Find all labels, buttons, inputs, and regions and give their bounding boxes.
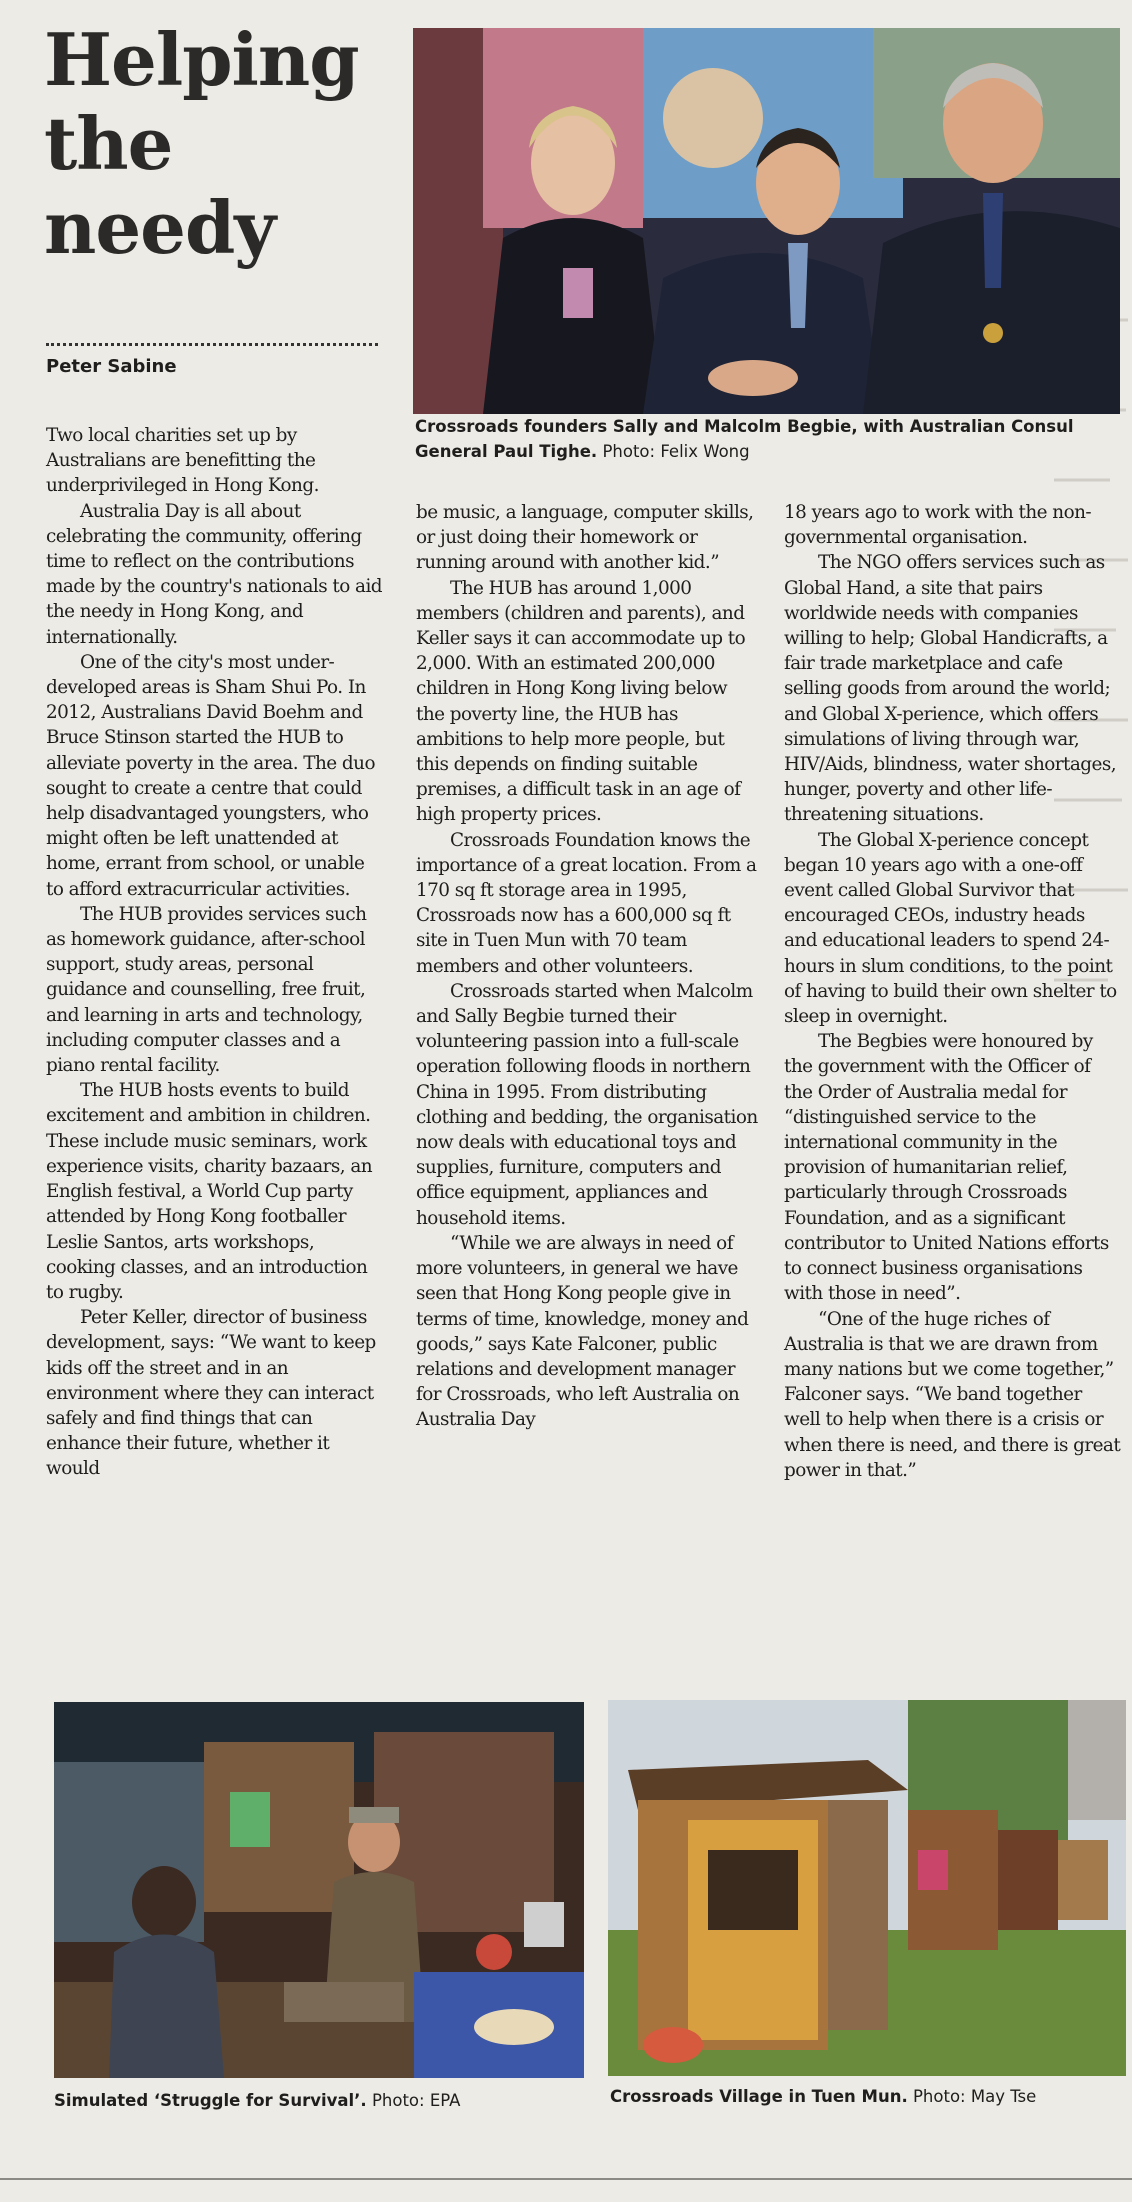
bottom-left-caption-text: Simulated ‘Struggle for Survival’. [54,2091,367,2110]
column-1 [46,423,382,1482]
headline [44,18,404,270]
top-photo-caption-text: Crossroads founders Sally and Malcolm Begbie, with Australian Consul General Paul Tighe. [415,417,1074,461]
paragraph: The Global X-perience concept began 10 years ago with a one-off event called Global Survivor that encouraged CEOs, industry heads and educational leaders to spend 24-hours in slum conditions, to the point of having to build their own shelter to sleep in overnight. [784,829,1117,1028]
bottom-left-photo-credit: Photo: EPA [371,2091,461,2110]
byline: Peter Sabine [46,356,177,377]
paragraph: 18 years ago to work with the non-governmental organisation. [784,502,1092,549]
paragraph: “While we are always in need of more volunteers, in general we have seen that Hong Kong people give in terms of time, knowledge, money and goods,” says Kate Falconer, public relations and development manager for Crossroads, who left Australia on Australia Day [416,1232,749,1431]
bottom-right-caption-text: Crossroads Village in Tuen Mun. [610,2087,908,2106]
column-2 [416,500,760,1433]
bottom-right-caption [610,2084,1125,2109]
paragraph: be music, a language, computer skills, or just doing their homework or running around with another kid.” [416,502,754,574]
paragraph: One of the city's most under-developed areas is Sham Shui Po. In 2012, Australians David Boehm and Bruce Stinson started the HUB to alleviate poverty in the area. The duo sought to create a centre that could help disadvantaged youngsters, who might often be left unattended at home, errant from school, or unable to afford extracurricular activities. [46,651,375,900]
paragraph: Australia Day is all about celebrating the community, offering time to reflect on the contributions made by the country's nationals to aid the needy in Hong Kong, and internationally. [46,500,383,648]
bottom-left-caption [54,2088,594,2113]
top-photo-credit: Photo: Felix Wong [602,442,750,461]
paragraph: The NGO offers services such as Global Hand, a site that pairs worldwide needs with companies willing to help; Global Handicrafts, a fair trade marketplace and cafe selling goods from around the world; and Global X-perience, which offers simulations of living through war, HIV/Aids, blindness, water shortages, hunger, poverty and other life-threatening situations. [784,552,1116,826]
headline-line-3: needy [44,185,276,270]
page-bottom-edge [0,2178,1132,2180]
bottom-right-photo-crossroads-village [608,1700,1126,2076]
paragraph: The HUB provides services such as homework guidance, after-school support, study areas, personal guidance and counselling, free fruit, and learning in arts and technology, including computer classes and a piano rental facility. [46,903,367,1077]
headline-line-2: the [44,101,173,186]
top-photo-founders [413,28,1120,414]
column-3 [784,500,1122,1483]
bottom-left-photo-struggle-for-survival [54,1702,584,2078]
paragraph: Peter Keller, director of business development, says: “We want to keep kids off the street and in an environment where they can interact safely and find things that can enhance their future, whether it would [46,1307,376,1480]
paragraph: The Begbies were honoured by the government with the Officer of the Order of Australia medal for “distinguished service to the international community in the provision of humanitarian relief, particularly through Crossroads Foundation, and as a significant contributor to United Nations efforts to connect business organisations with those in need”. [784,1031,1109,1305]
paragraph: The HUB hosts events to build excitement and ambition in children. These include music seminars, work experience visits, charity bazaars, an English festival, a World Cup party attended by Hong Kong footballer Leslie Santos, arts workshops, cooking classes, and an introduction to rugby. [46,1080,373,1303]
paragraph: Two local charities set up by Australians are benefitting the underprivileged in Hong Kong. [46,425,319,497]
headline-line-1: Helping [44,17,359,102]
paragraph: Crossroads started when Malcolm and Sally Begbie turned their volunteering passion into a full-scale operation following floods in northern China in 1995. From distributing clothing and bedding, the organisation now deals with educational toys and supplies, furniture, computers and office equipment, appliances and household items. [416,980,758,1229]
byline-divider [46,343,378,346]
bottom-right-photo-credit: Photo: May Tse [912,2087,1037,2106]
top-photo-caption [415,414,1115,464]
paragraph: “One of the huge riches of Australia is that we are drawn from many nations but we come together,” Falconer says. “We band together well to help when there is a crisis or when there is need, and there is great power in that.” [784,1308,1121,1481]
paragraph: Crossroads Foundation knows the importance of a great location. From a 170 sq ft storage area in 1995, Crossroads now has a 600,000 sq ft site in Tuen Mun with 70 team members and other volunteers. [416,829,757,977]
paragraph: The HUB has around 1,000 members (children and parents), and Keller says it can accommodate up to 2,000. With an estimated 200,000 children in Hong Kong living below the poverty line, the HUB has ambitions to help more people, but this depends on finding suitable premises, a difficult task in an age of high property prices. [416,577,746,826]
